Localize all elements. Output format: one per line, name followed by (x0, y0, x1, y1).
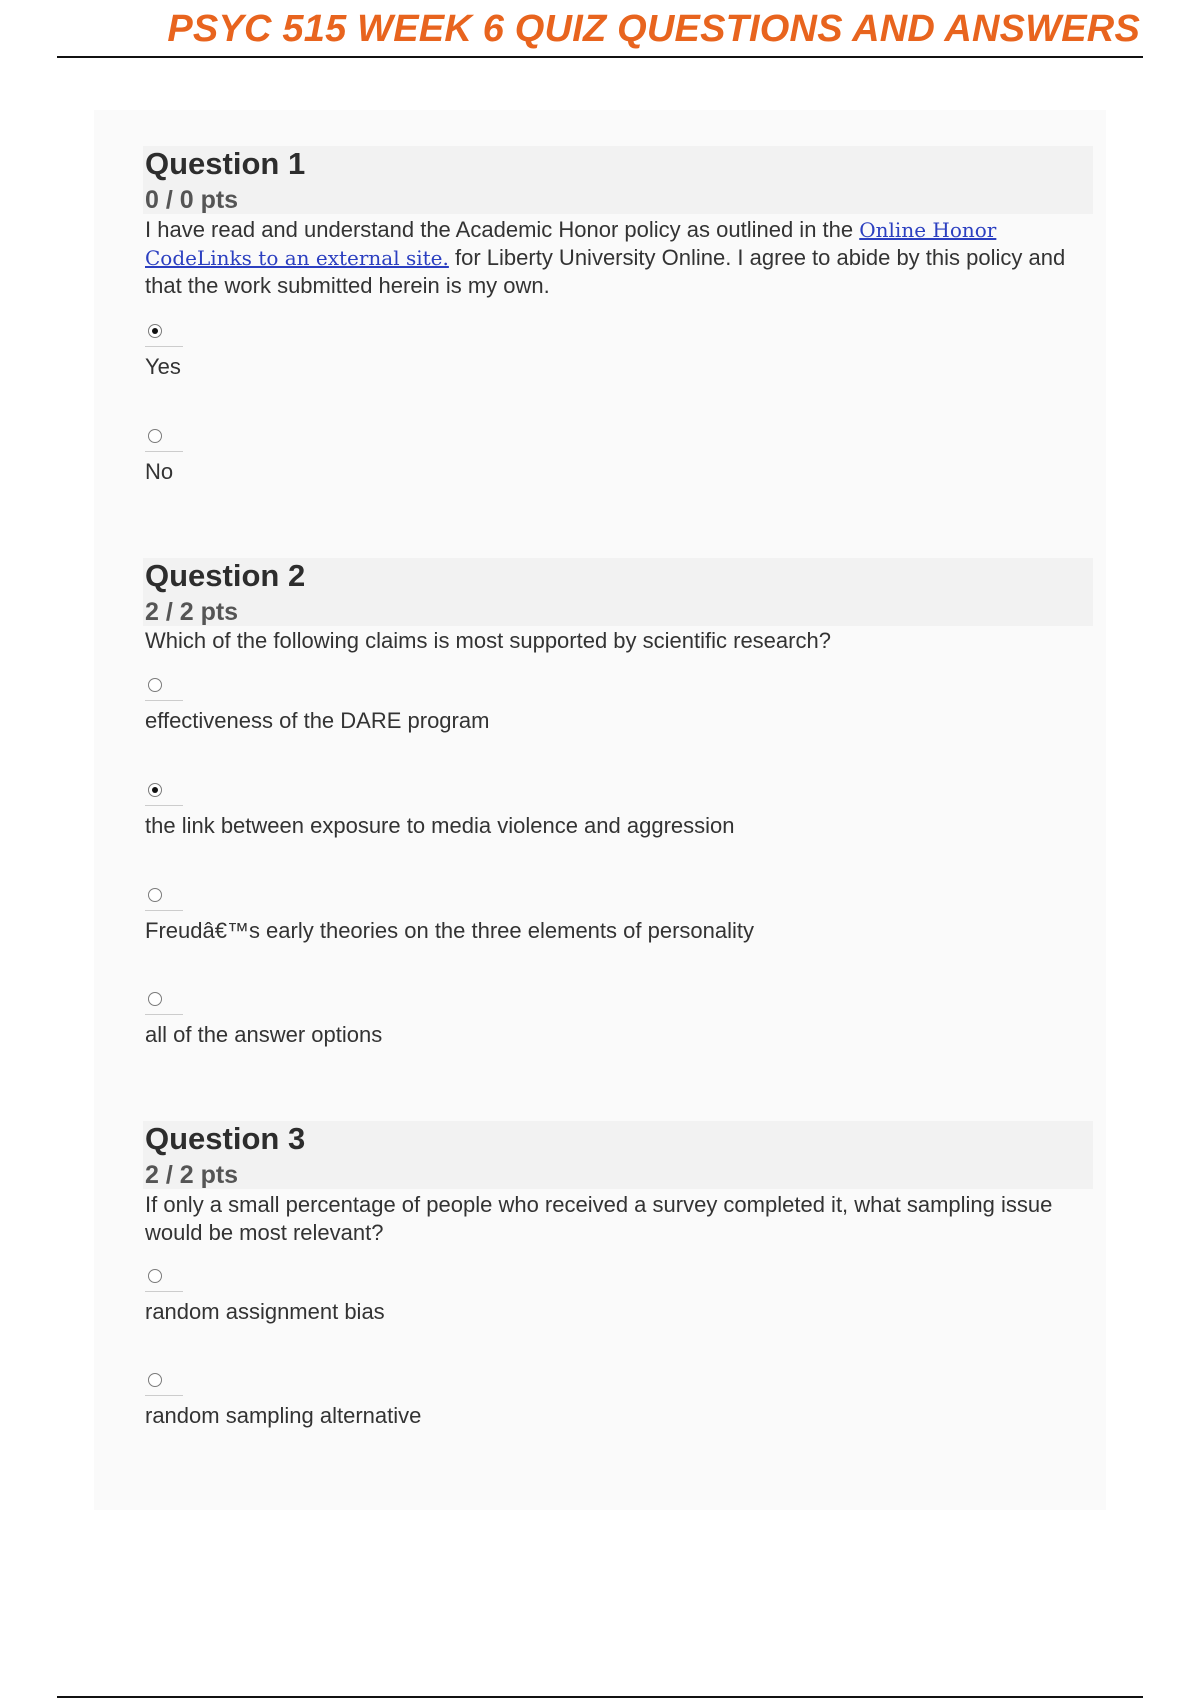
question-text-start: I have read and understand the Academic Honor policy as outlined in the (145, 217, 860, 242)
question-text (145, 216, 1095, 300)
question-points: 2 / 2 pts (145, 1161, 239, 1189)
option-label: random assignment bias (145, 1299, 385, 1324)
answer-option[interactable] (145, 429, 1045, 499)
answer-option[interactable] (145, 783, 1045, 853)
option-divider (145, 346, 183, 347)
option-divider (145, 910, 183, 911)
option-divider (145, 700, 183, 701)
answer-option[interactable] (145, 1269, 1045, 1339)
question-title: Question 2 (145, 558, 306, 593)
option-divider (145, 1291, 183, 1292)
option-label: random sampling alternative (145, 1403, 422, 1428)
option-divider (145, 805, 183, 806)
radio-button-selected[interactable] (148, 324, 162, 338)
question-text-end: for Liberty University Online. I agree to abide by this policy and that the work submitted herein is my own. (145, 245, 1066, 298)
answer-option[interactable] (145, 324, 1045, 394)
question-points: 2 / 2 pts (145, 598, 239, 626)
option-label: Yes (145, 354, 181, 379)
footer-divider (57, 1696, 1143, 1698)
page-title: PSYC 515 WEEK 6 QUIZ QUESTIONS AND ANSWERS (167, 8, 1140, 50)
question-title: Question 3 (145, 1121, 306, 1156)
header-divider (57, 56, 1143, 58)
option-label: all of the answer options (145, 1022, 383, 1047)
honor-code-link[interactable]: Online Honor CodeLinks to an external site. (145, 218, 997, 270)
radio-button[interactable] (148, 1269, 162, 1283)
option-divider (145, 451, 183, 452)
question-text: Which of the following claims is most supported by scientific research? (145, 628, 831, 653)
radio-button[interactable] (148, 992, 162, 1006)
option-label: effectiveness of the DARE program (145, 708, 490, 733)
option-label: No (145, 459, 174, 484)
radio-button[interactable] (148, 888, 162, 902)
radio-button[interactable] (148, 429, 162, 443)
question-points: 0 / 0 pts (145, 186, 239, 214)
answer-option[interactable] (145, 992, 1045, 1062)
question-title: Question 1 (145, 146, 306, 181)
option-divider (145, 1014, 183, 1015)
answer-option[interactable] (145, 888, 1045, 958)
option-label: Freudâ€™s early theories on the three elements of personality (145, 918, 754, 943)
question-text: If only a small percentage of people who received a survey completed it, what sampling issue would be most relevant? (145, 1192, 1053, 1245)
answer-option[interactable] (145, 678, 1045, 748)
radio-button[interactable] (148, 678, 162, 692)
radio-button[interactable] (148, 1373, 162, 1387)
option-divider (145, 1395, 183, 1396)
answer-option[interactable] (145, 1373, 1045, 1443)
radio-button-selected[interactable] (148, 783, 162, 797)
option-label: the link between exposure to media violence and aggression (145, 813, 735, 838)
